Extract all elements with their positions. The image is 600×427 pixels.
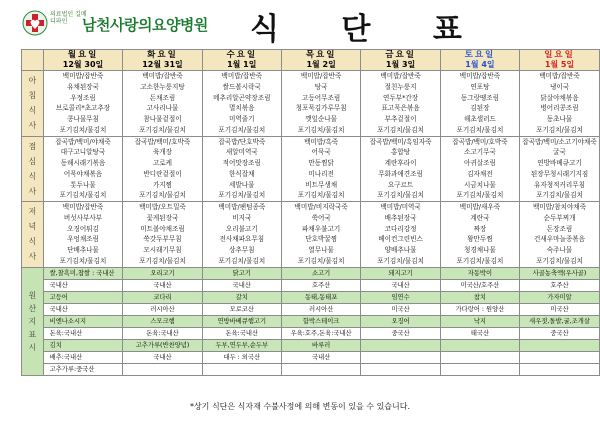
origin-cell: 모로코산 bbox=[202, 303, 281, 315]
menu-cell bbox=[281, 136, 360, 202]
menu-item: 백미밥/잡반죽 bbox=[62, 72, 104, 80]
menu-item: 참나물겉절이 bbox=[143, 115, 182, 123]
menu-item: 잡곡밥/백미/흑임자죽 bbox=[369, 137, 432, 146]
menu-item: 연두부*간장 bbox=[383, 93, 419, 102]
menu-item: 아귀살조림 bbox=[464, 159, 496, 167]
menu-item: 연방바베큐고기 bbox=[537, 159, 582, 167]
origin-cell: 동태,동태포 bbox=[281, 291, 360, 303]
menu-item: 연포탕 bbox=[470, 82, 490, 91]
origin-cell: 함박스테이크 bbox=[281, 315, 360, 327]
origin-cell: 닭고기 bbox=[202, 267, 281, 279]
menu-item: 계란국 bbox=[470, 213, 490, 222]
menu-item: 새알미역국 bbox=[225, 148, 258, 157]
origin-cell: 소고기 bbox=[281, 267, 360, 279]
menu-item: 톳두나물 bbox=[70, 180, 96, 189]
hospital-name: 남천사랑의요양병원 bbox=[82, 16, 208, 34]
menu-item: 포기김치/물김치 bbox=[139, 256, 186, 265]
menu-item: 어묵야채볶음 bbox=[63, 169, 103, 178]
menu-item: 동초나물 bbox=[546, 115, 573, 123]
origin-row bbox=[22, 303, 600, 315]
menu-item: 청포묵김가루무침 bbox=[295, 104, 347, 113]
origin-cell: 돈육:국내산 bbox=[123, 327, 202, 339]
menu-item: 백미밥/새우죽 bbox=[459, 203, 501, 211]
meal-row bbox=[22, 71, 600, 137]
origin-row bbox=[22, 363, 600, 375]
menu-item: 굴국 bbox=[553, 148, 566, 157]
menu-cell bbox=[361, 136, 440, 202]
day-header bbox=[202, 50, 281, 71]
menu-item: 시금치나물 bbox=[464, 180, 496, 189]
day-header bbox=[440, 50, 519, 71]
menu-item: 파채우불고기 bbox=[302, 224, 341, 233]
menu-item: 백미밥/참치야채죽 bbox=[532, 203, 587, 211]
menu-cell bbox=[202, 71, 281, 137]
menu-item: 포기김치/물김치 bbox=[536, 256, 583, 265]
menu-item: 백미밥/흑죽 bbox=[304, 137, 339, 146]
origin-cell: 국내산 bbox=[43, 279, 123, 291]
origin-cell: 바루러 bbox=[281, 339, 360, 351]
origin-cell: 러시아산 bbox=[123, 303, 202, 315]
menu-item: 우엉채조림 bbox=[67, 235, 99, 244]
origin-cell: 오징어 bbox=[361, 315, 440, 327]
menu-cell bbox=[123, 71, 202, 137]
menu-item: 배추된장국 bbox=[384, 213, 417, 222]
origin-cell: 태국산 bbox=[440, 327, 519, 339]
menu-item: 소고기무국 bbox=[464, 148, 496, 157]
origin-cell: 낙지 bbox=[440, 315, 519, 327]
day-name: 토요일 bbox=[464, 50, 496, 60]
meal-label bbox=[22, 202, 44, 268]
menu-item: 포기김치/물김치 bbox=[297, 256, 345, 265]
origin-cell: 국내산 bbox=[123, 351, 202, 363]
origin-cell: 오리고기 bbox=[123, 267, 202, 279]
origin-cell: 우육:호주,돈육:국내산 bbox=[281, 327, 360, 339]
menu-item: 포기김치/물김치 bbox=[536, 125, 583, 134]
menu-item: 메추리알곤약장조림 bbox=[213, 93, 271, 102]
day-date: 12월 31일 bbox=[142, 60, 183, 69]
menu-item: 백미밥/잡반죽 bbox=[142, 72, 183, 80]
menu-item: 숙주나물 bbox=[546, 246, 573, 254]
menu-item: 전사채파요무침 bbox=[219, 235, 265, 244]
menu-item: 쑥갓두부무침 bbox=[143, 235, 182, 244]
origin-cell: 참치 bbox=[440, 291, 519, 303]
menu-item: 포기김치/물김치 bbox=[377, 256, 424, 265]
origin-cell: 돈육:국내산 bbox=[43, 327, 123, 339]
day-name: 화요일 bbox=[147, 50, 178, 60]
day-name: 월요일 bbox=[67, 50, 99, 60]
menu-item: 포기김치/물김치 bbox=[59, 125, 107, 134]
menu-cell bbox=[520, 136, 600, 202]
menu-item: 돈장조림 bbox=[546, 224, 573, 233]
menu-item: 부추겉절이 bbox=[384, 115, 417, 123]
menu-item: 포기김치/물김치 bbox=[59, 256, 107, 265]
origin-cell: 러시아산 bbox=[281, 303, 360, 315]
menu-item: 미나리전 bbox=[308, 169, 334, 178]
origin-cell: 비엔나소시지 bbox=[43, 315, 123, 327]
origin-cell bbox=[361, 339, 440, 351]
day-name: 금요일 bbox=[385, 50, 416, 60]
day-name: 수요일 bbox=[226, 50, 258, 60]
menu-item: 미역줄기 bbox=[229, 115, 255, 123]
origin-cell: 미국산 bbox=[520, 303, 600, 315]
menu-item: 대구고니알탕국 bbox=[60, 148, 106, 157]
meal-label bbox=[22, 71, 44, 137]
header bbox=[0, 0, 600, 47]
menu-item: 백미밥/잡반죽 bbox=[459, 72, 501, 80]
origin-cell bbox=[520, 363, 600, 375]
menu-item: 모시래기무침 bbox=[143, 246, 182, 254]
origin-cell: 임연수 bbox=[361, 291, 440, 303]
menu-cell bbox=[123, 136, 202, 202]
day-date: 1월 3일 bbox=[385, 60, 416, 69]
menu-item: 브로콜리*초고추장 bbox=[55, 104, 111, 113]
origin-cell: 돈육:국내산 bbox=[202, 327, 281, 339]
menu-item: 잡곡밥/백미/호박죽 bbox=[452, 137, 508, 146]
origin-label bbox=[22, 267, 44, 375]
weekly-menu-table bbox=[21, 49, 600, 376]
origin-cell: 연방바베큐햄고기 bbox=[202, 315, 281, 327]
menu-cell bbox=[440, 202, 519, 268]
origin-cell: 국내산 bbox=[43, 303, 123, 315]
menu-item: 육개장 bbox=[152, 148, 173, 157]
menu-item: 백미밥/미역국 bbox=[380, 203, 421, 211]
origin-cell: 대두 : 외국산 bbox=[202, 351, 281, 363]
origin-cell: 국내산 bbox=[123, 279, 202, 291]
menu-item: 포기김치/물김치 bbox=[377, 125, 424, 134]
meal-label-text: 점심식사 bbox=[28, 141, 37, 196]
corner-cell bbox=[22, 50, 44, 71]
menu-item: 포기김치/물김치 bbox=[536, 191, 583, 200]
menu-item: 오징어튀김 bbox=[67, 224, 99, 233]
menu-item: 베이컨그린빈스 bbox=[378, 235, 423, 244]
page-title: 식 단 표 bbox=[250, 12, 488, 47]
menu-item: 포기김치/물김치 bbox=[377, 191, 424, 200]
menu-item: 고사리나물 bbox=[146, 104, 179, 113]
origin-label-text: 원산지표시 bbox=[28, 290, 37, 352]
menu-item: 백미밥/잡반죽 bbox=[539, 72, 580, 80]
menu-item: 포기김치/물김치 bbox=[218, 256, 266, 265]
day-name: 목요일 bbox=[305, 50, 337, 60]
origin-cell: 호주산 bbox=[281, 279, 360, 291]
menu-item: 가지찜 bbox=[152, 180, 173, 189]
origin-cell bbox=[281, 363, 360, 375]
menu-item: 돈채조림 bbox=[149, 93, 176, 102]
menu-item: 백미밥/비지락국죽 bbox=[294, 203, 348, 211]
menu-item: 백미밥/팬텀종죽 bbox=[218, 203, 266, 211]
menu-item: 미트볼야채조림 bbox=[140, 224, 185, 233]
origin-cell: 고등어 bbox=[43, 291, 123, 303]
day-name: 일요일 bbox=[544, 50, 575, 60]
menu-item: 유자청적커리무침 bbox=[534, 180, 586, 189]
day-header bbox=[520, 50, 600, 71]
origin-cell: 돼지고기 bbox=[361, 267, 440, 279]
origin-cell bbox=[123, 363, 202, 375]
menu-item: 고로케 bbox=[152, 159, 173, 167]
menu-item: 포기김치/물김치 bbox=[456, 125, 504, 134]
menu-item: 요구르트 bbox=[387, 180, 414, 189]
origin-cell bbox=[440, 339, 519, 351]
menu-change-notice: *상기 식단은 식자재 수불사정에 의해 변동이 있을 수 있습니다. bbox=[189, 402, 411, 411]
origin-cell: 김치 bbox=[43, 339, 123, 351]
menu-cell bbox=[202, 136, 281, 202]
meal-label-text: 저녁식사 bbox=[28, 207, 37, 262]
menu-item: 냉이국 bbox=[549, 82, 570, 91]
menu-item: 유채된장국 bbox=[67, 82, 99, 91]
menu-item: 동그랑땡조림 bbox=[460, 93, 500, 102]
menu-cell bbox=[520, 202, 600, 268]
menu-item: 잡곡밥/단호박죽 bbox=[218, 137, 266, 146]
menu-item: 백미밥/잡반죽 bbox=[380, 72, 421, 80]
menu-item: 세발나물 bbox=[229, 180, 255, 189]
menu-item: 반디란겉절이 bbox=[143, 169, 182, 178]
menu-item: 순두부찌개 bbox=[543, 213, 576, 222]
origin-cell: 사골농축액(우사골) bbox=[520, 267, 600, 279]
origin-cell: 국내산 bbox=[202, 279, 281, 291]
menu-item: 포기김치/물김치 bbox=[456, 256, 504, 265]
menu-item: 포기김치/물김치 bbox=[297, 125, 345, 134]
origin-cell: 갈치 bbox=[202, 291, 281, 303]
origin-cell: 쌀,찰흑미,찹쌀 : 국내산 bbox=[43, 267, 123, 279]
origin-cell bbox=[440, 351, 519, 363]
origin-row bbox=[22, 279, 600, 291]
menu-item: 무화과애견조림 bbox=[378, 169, 423, 178]
origin-cell bbox=[440, 363, 519, 375]
origin-cell bbox=[520, 339, 600, 351]
origin-row bbox=[22, 291, 600, 303]
menu-item: 된장무청시래기지짐 bbox=[530, 169, 589, 178]
origin-cell: 중국산 bbox=[361, 327, 440, 339]
menu-item: 비지국 bbox=[232, 213, 252, 222]
menu-item: 오리불고기 bbox=[225, 224, 258, 233]
origin-cell: 가다랑어 : 원양산 bbox=[440, 303, 519, 315]
menu-item: 열무나물 bbox=[308, 246, 334, 254]
menu-item: 단배추나물 bbox=[67, 246, 99, 254]
menu-item: 상추무침 bbox=[229, 246, 255, 254]
cross-heart-icon bbox=[22, 10, 48, 36]
day-header bbox=[361, 50, 440, 71]
menu-item: 해초샐러드 bbox=[464, 115, 496, 123]
menu-item: 고소한누룽지탕 bbox=[140, 82, 185, 91]
menu-item: 포기김치/물김치 bbox=[218, 191, 266, 200]
day-date: 1월 5일 bbox=[544, 60, 575, 69]
origin-cell: 두부,연두부,순두부 bbox=[202, 339, 281, 351]
menu-cell bbox=[361, 202, 440, 268]
menu-item: 백미밥/잡반죽 bbox=[221, 72, 262, 80]
menu-cell bbox=[440, 136, 519, 202]
menu-item: 적어맛장조림 bbox=[222, 159, 261, 167]
origin-row bbox=[22, 327, 600, 339]
menu-item: 짜장 bbox=[473, 224, 487, 233]
menu-item: 양배추나물 bbox=[384, 246, 417, 254]
origin-row bbox=[22, 267, 600, 279]
origin-cell: 중국산 bbox=[520, 327, 600, 339]
day-header-row bbox=[22, 50, 600, 71]
menu-cell bbox=[43, 202, 123, 268]
menu-item: 버섯사부사부 bbox=[63, 213, 103, 222]
origin-cell: 가자미알 bbox=[520, 291, 600, 303]
menu-item: 병어리콩조림 bbox=[540, 104, 579, 113]
menu-cell bbox=[440, 71, 519, 137]
menu-item: 꽃게된장국 bbox=[146, 213, 179, 222]
menu-item: 쌀드볼시락국 bbox=[222, 82, 261, 91]
hospital-logo bbox=[22, 8, 208, 38]
origin-cell: 미국산 bbox=[361, 303, 440, 315]
menu-item: 김된장 bbox=[470, 104, 490, 113]
menu-item: 건새우마늘종볶음 bbox=[534, 235, 586, 244]
origin-row bbox=[22, 339, 600, 351]
origin-cell: 배추:국내산 bbox=[43, 351, 123, 363]
menu-item: 절친누룽지 bbox=[384, 82, 417, 91]
origin-cell bbox=[361, 351, 440, 363]
meal-row bbox=[22, 136, 600, 202]
menu-item: 잡곡밥/백미/호박죽 bbox=[134, 137, 191, 146]
origin-cell: 코다리 bbox=[123, 291, 202, 303]
day-header bbox=[281, 50, 360, 71]
menu-item: 포기김치/물김치 bbox=[218, 125, 266, 134]
menu-item: 포기김치/물김치 bbox=[456, 191, 504, 200]
menu-item: 백미밥/잡반죽 bbox=[62, 203, 104, 211]
meal-label-text: 아침식사 bbox=[28, 76, 37, 131]
menu-item: 탕국 bbox=[314, 82, 328, 91]
menu-item: 홍합탕 bbox=[391, 148, 411, 157]
origin-cell: 국내산 bbox=[361, 279, 440, 291]
menu-item: 단호박꿀찜 bbox=[305, 235, 338, 244]
origin-cell bbox=[361, 363, 440, 375]
day-date: 1월 2일 bbox=[306, 60, 336, 69]
menu-cell bbox=[202, 202, 281, 268]
menu-item: 표고묵은볶음 bbox=[381, 104, 420, 113]
menu-item: 콩나물무침 bbox=[67, 115, 99, 123]
day-date: 12월 30일 bbox=[62, 60, 104, 69]
day-header bbox=[123, 50, 202, 71]
menu-item: 포기김치/물김치 bbox=[297, 191, 345, 200]
menu-item: 포기김치/물김치 bbox=[139, 191, 186, 200]
menu-item: 우정조림 bbox=[70, 93, 96, 102]
menu-item: 잡곡밥/백미/소고기야채죽 bbox=[522, 137, 597, 146]
meal-label bbox=[22, 136, 44, 202]
origin-row bbox=[22, 315, 600, 327]
origin-row bbox=[22, 351, 600, 363]
origin-cell: 자동박이 bbox=[440, 267, 519, 279]
origin-cell bbox=[202, 363, 281, 375]
menu-cell bbox=[43, 136, 123, 202]
origin-cell: 국내산 bbox=[281, 351, 360, 363]
menu-item: 깻잎순나물 bbox=[305, 115, 338, 123]
menu-item: 비트무생채 bbox=[305, 180, 338, 189]
menu-item: 한식잡채 bbox=[229, 169, 255, 178]
origin-cell: 호주산 bbox=[520, 279, 600, 291]
menu-cell bbox=[281, 71, 360, 137]
menu-item: 어묵국 bbox=[311, 148, 331, 157]
menu-cell bbox=[43, 71, 123, 137]
origin-cell: 고추가루(반찬양념) bbox=[123, 339, 202, 351]
menu-item: 코다리강정 bbox=[384, 224, 417, 233]
menu-item: 백미밥/잡반죽 bbox=[300, 72, 342, 80]
meal-row bbox=[22, 202, 600, 268]
menu-item: 계란후라이 bbox=[384, 159, 417, 167]
day-date: 1월 4일 bbox=[465, 60, 495, 69]
menu-item: 청경채나물 bbox=[464, 246, 496, 254]
origin-cell bbox=[520, 351, 600, 363]
menu-item: 왕만두찜 bbox=[467, 235, 493, 244]
logo-subtitle: 의료법인 길메디파인 bbox=[50, 11, 87, 25]
menu-item: 고등어무조림 bbox=[302, 93, 341, 102]
menu-item: 잡곡밥/백미/야채죽 bbox=[55, 137, 111, 146]
origin-cell: 고추가루:중국산 bbox=[43, 363, 123, 375]
day-date: 1월 1일 bbox=[227, 60, 257, 69]
menu-item: 닭살야채볶음 bbox=[540, 93, 579, 102]
menu-item: 쑥어국 bbox=[311, 213, 331, 222]
menu-item: 만동찜닭 bbox=[308, 159, 334, 167]
menu-cell bbox=[123, 202, 202, 268]
menu-item: 포기김치/물김치 bbox=[139, 125, 186, 134]
origin-cell: 스모크햄 bbox=[123, 315, 202, 327]
menu-item: 김자채전 bbox=[467, 169, 493, 178]
menu-item: 동해시래기볶음 bbox=[60, 159, 106, 167]
origin-cell: 새우젓,돌발,굴,조개살 bbox=[520, 315, 600, 327]
origin-cell: 미국산/호주산 bbox=[440, 279, 519, 291]
menu-cell bbox=[281, 202, 360, 268]
menu-cell bbox=[361, 71, 440, 137]
menu-item: 멸치볶음 bbox=[229, 104, 255, 113]
menu-cell bbox=[520, 71, 600, 137]
menu-item: 백미밥/오트밀죽 bbox=[139, 203, 186, 211]
day-header bbox=[43, 50, 123, 71]
menu-item: 포기김치/물김치 bbox=[59, 191, 107, 200]
